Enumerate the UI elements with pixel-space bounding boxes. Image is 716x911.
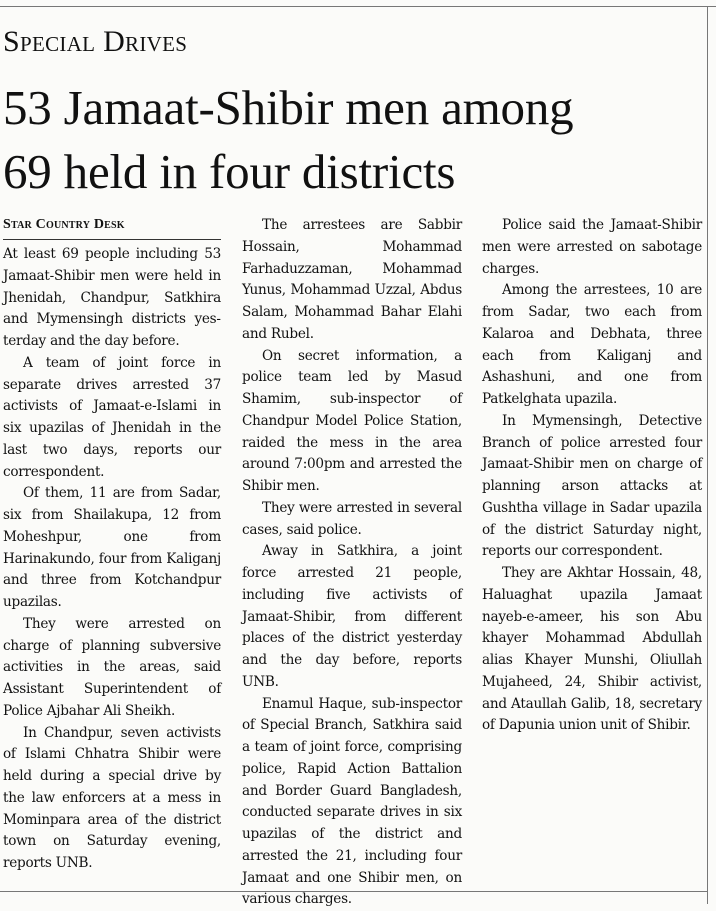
headline-line-2: 69 held in four districts: [3, 140, 708, 204]
paragraph-chandpur: In Chandpur, seven activists of Islami Chhatra Shibir were held during a special drive by the law enforcers at a mess in Mominpara area of the district town on Saturday evening, reports UNB.: [3, 723, 221, 875]
paragraph: They were arrested on charge of planning subversive activities in the areas, said Assistant Superintendent of Police Ajbahar Ali Sheikh.: [3, 614, 221, 723]
paragraph-satkhira: Enamul Haque, sub-inspector of Special Branch, Satkhira said a team of joint force, comprising police, Rapid Action Battalion and Border Guard Bangladesh, conducted separate drives in six upazilas of the district and arrested the 21, including four Jamaat and one Shibir men, on various charges.: [242, 694, 462, 911]
paragraph: Among the arrestees, 10 are from Sadar, two each from Kalaroa and Debhata, three each from Kaliganj and Ashashuni, and one from Patkelghata upazila.: [482, 280, 702, 411]
byline: Star Country Desk: [3, 215, 221, 240]
paragraph: Of them, 11 are from Sadar, six from Shailakupa, 12 from Moheshpur, one from Harinakundo, four from Kaliganj and three from Kotchandpur upazilas.: [3, 483, 221, 614]
article-column-2: [242, 215, 462, 885]
paragraph-lede: At least 69 people including 53 Jamaat-Shibir men were held in Jhenidah, Chandpur, Satkhira and Mymensingh districts yesterday and the day before.: [3, 244, 221, 353]
article-column-3: [482, 215, 702, 885]
paragraph: The arrestees are Sabbir Hossain, Mohammad Farhaduzzaman, Mohammad Yunus, Mohammad Uzzal, Abdus Salam, Mohammad Bahar Elahi and Rubel.: [242, 215, 462, 346]
paragraph: In Mymensingh, Detective Branch of police arrested four Jamaat-Shibir men on charge of planning arson attacks at Gushtha village in Sadar upazila of the district Saturday night, reports our correspondent.: [482, 411, 702, 563]
paragraph: On secret information, a police team led by Masud Shamim, sub-inspector of Chandpur Model Police Station, raided the mess in the area around 7:00pm and arrested the Shibir men.: [242, 346, 462, 498]
paragraph: A team of joint force in separate drives arrested 37 activists of Jamaat-e-Islami in six upazilas of Jhenidah in the last two days, reports our correspondent.: [3, 353, 221, 484]
top-rule: [0, 6, 716, 7]
headline-line-1: 53 Jamaat-Shibir men among: [3, 76, 708, 140]
paragraph: Away in Satkhira, a joint force arrested 21 people, including five activists of Jamaat-Shibir, from different places of the district yesterday and the day before, reports UNB.: [242, 541, 462, 693]
paragraph: They are Akhtar Hossain, 48, Haluaghat upazila Jamaat nayeb-e-ameer, his son Abu khayer Mohammad Abdullah alias Khayer Munshi, Oliullah Mujaheed, 24, Shibir activist, and Ataullah Galib, 18, secretary of Dapunia union unit of Shibir.: [482, 563, 702, 737]
paragraph: Police said the Jamaat-Shibir men were arrested on sabotage charges.: [482, 215, 702, 280]
section-kicker: Special Drives: [3, 24, 703, 60]
headline: [3, 76, 708, 204]
paragraph: They were arrested in several cases, said police.: [242, 498, 462, 542]
article-column-1: [3, 215, 221, 885]
